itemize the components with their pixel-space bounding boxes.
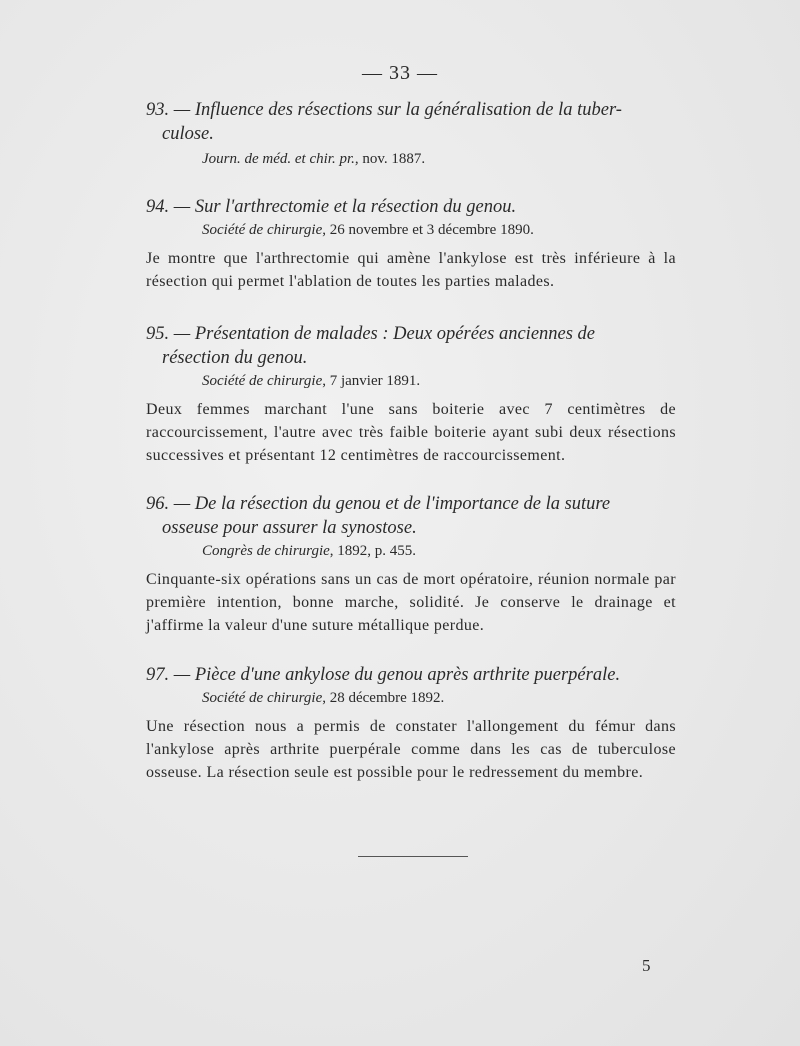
reference-date: , 26 novembre et 3 décembre 1890. — [322, 222, 534, 238]
entry-title — [146, 98, 676, 146]
entry-title-line1: — Sur l'arthrectomie et la résection du genou. — [173, 197, 517, 217]
bibliography-entry-97 — [146, 663, 676, 784]
entry-reference — [202, 370, 676, 392]
entry-title-line1: — De la résection du genou et de l'importance de la suture — [173, 494, 611, 514]
signature-mark: 5 — [642, 956, 651, 975]
entry-title-line2: culose. — [162, 124, 214, 144]
entry-title — [146, 492, 676, 540]
bibliography-entry-96 — [146, 492, 676, 637]
entry-title — [146, 195, 676, 219]
entry-reference — [202, 687, 676, 709]
reference-journal: Congrès de chirurgie — [202, 543, 330, 559]
entry-title-line1: — Influence des résections sur la généralisation de la tuber- — [173, 100, 622, 120]
entry-title-line1: — Pièce d'une ankylose du genou après arthrite puerpérale. — [173, 665, 621, 685]
reference-date: , 28 décembre 1892. — [322, 690, 445, 706]
reference-journal: Société de chirurgie — [202, 373, 323, 389]
entry-title-line2: résection du genou. — [162, 348, 308, 368]
reference-journal: Société de chirurgie — [202, 690, 323, 706]
entry-title-line1: — Présentation de malades : Deux opérées anciennes de — [173, 324, 596, 344]
bibliography-entry-95 — [146, 322, 676, 467]
entry-body: Je montre que l'arthrectomie qui amène l'ankylose est très inférieure à la résection qui permet l'ablation de toutes les parties malades. — [146, 250, 676, 290]
entry-reference — [202, 148, 676, 170]
entry-number: 95. — [146, 324, 170, 344]
reference-journal: Société de chirurgie — [202, 222, 323, 238]
entry-title — [146, 663, 676, 687]
entry-number: 97. — [146, 665, 170, 685]
entry-number: 94. — [146, 197, 170, 217]
page-number: — 33 — — [362, 62, 438, 84]
entry-body: Deux femmes marchant l'une sans boiterie avec 7 centimètres de raccourcissement, l'autre avec très faible boiterie ayant subi deux résections successives et présentant 12 centimètres de raccourcissement. — [146, 401, 676, 464]
bibliography-entry-93 — [146, 98, 676, 170]
entry-reference — [202, 219, 676, 241]
bibliography-entry-94 — [146, 195, 676, 293]
entry-body: Une résection nous a permis de constater l'allongement du fémur dans l'ankylose après arthrite puerpérale comme dans les cas de tuberculose osseuse. La résection seule est possible pour le redressement du membre. — [146, 718, 676, 781]
reference-date: , 7 janvier 1891. — [322, 373, 421, 389]
entry-number: 96. — [146, 494, 170, 514]
entry-title-line2: osseuse pour assurer la synostose. — [162, 518, 417, 538]
reference-date: , nov. 1887. — [354, 151, 426, 167]
entry-reference — [202, 540, 676, 562]
end-rule — [358, 856, 468, 857]
reference-date: , 1892, p. 455. — [329, 543, 417, 559]
entry-title — [146, 322, 676, 370]
reference-journal: Journ. de méd. et chir. pr. — [202, 151, 355, 167]
entry-number: 93. — [146, 100, 170, 120]
entry-body: Cinquante-six opérations sans un cas de mort opératoire, réunion normale par première intention, bonne marche, solidité. Je conserve le drainage et j'affirme la valeur d'une suture métallique perdue. — [146, 571, 676, 634]
